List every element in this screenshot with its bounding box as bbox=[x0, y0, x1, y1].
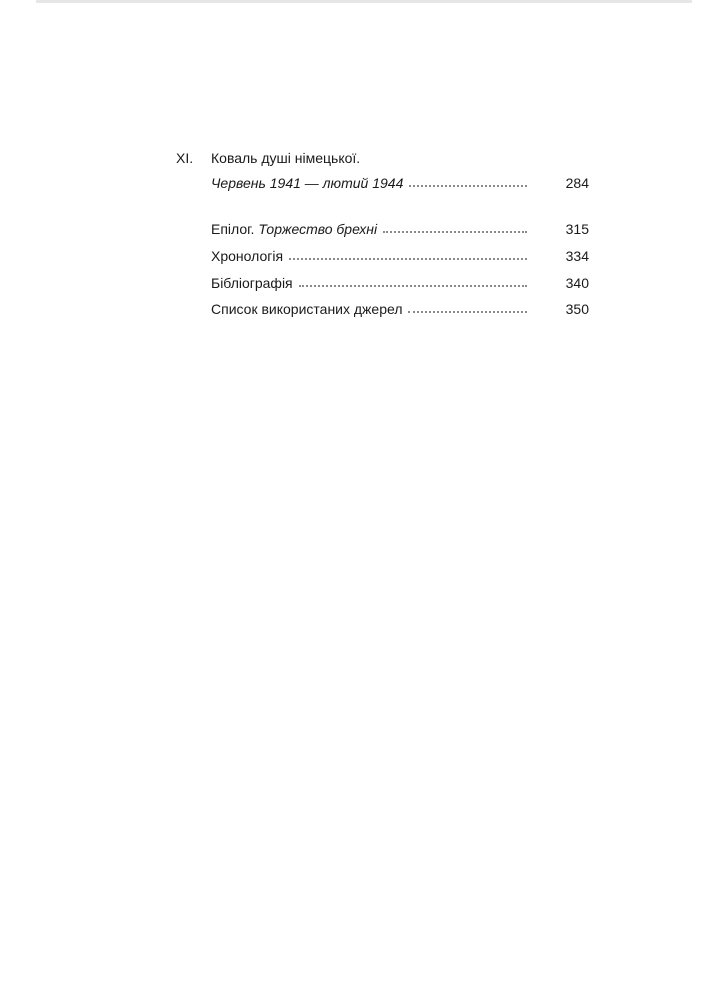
page-number: 350 bbox=[565, 301, 589, 317]
page-edge-rule bbox=[36, 0, 692, 3]
page-number: 334 bbox=[565, 248, 589, 264]
page-number: 315 bbox=[565, 221, 589, 237]
dot-leader bbox=[383, 230, 527, 233]
page-number: 340 bbox=[565, 275, 589, 291]
toc-entry-sources[interactable] bbox=[211, 299, 589, 319]
dot-leader bbox=[299, 284, 527, 287]
entry-label: Епілог. Торжество брехні bbox=[211, 221, 378, 237]
toc-entry-chapter-xi[interactable] bbox=[211, 173, 589, 193]
chapter-title: Коваль душі німецької. bbox=[211, 150, 361, 166]
chapter-subtitle: Червень 1941 — лютий 1944 bbox=[211, 175, 404, 191]
entry-label: Список використаних джерел bbox=[211, 301, 403, 317]
entry-label: Бібліографія bbox=[211, 275, 293, 291]
chapter-number: XI. bbox=[176, 150, 194, 166]
toc-entry-chronology[interactable] bbox=[211, 246, 589, 266]
dot-leader bbox=[408, 310, 527, 313]
dot-leader bbox=[289, 257, 527, 260]
toc-entry-epilogue[interactable] bbox=[211, 219, 589, 239]
toc-entry-bibliography[interactable] bbox=[211, 273, 589, 293]
page-number: 284 bbox=[565, 175, 589, 191]
entry-label: Хронологія bbox=[211, 248, 284, 264]
dot-leader bbox=[409, 184, 527, 187]
